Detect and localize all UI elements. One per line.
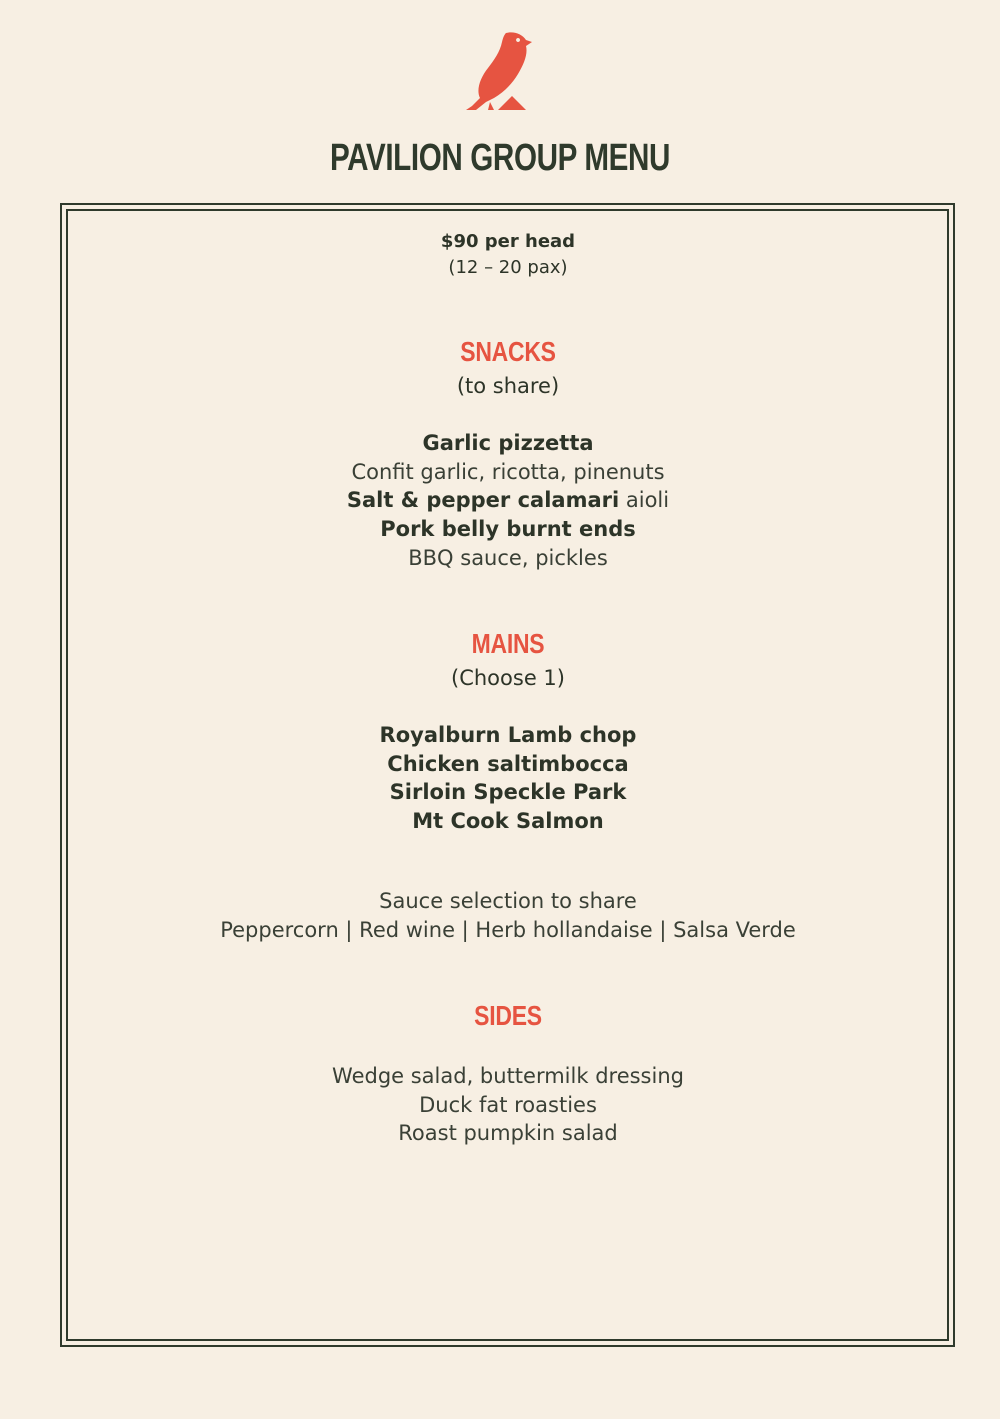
price-per-head: $90 per head xyxy=(440,231,576,252)
side-item: Duck fat roasties xyxy=(419,1093,597,1117)
snack-item xyxy=(70,515,946,543)
snack-item xyxy=(70,458,946,486)
main-item: Chicken saltimbocca xyxy=(387,752,629,776)
snack-item xyxy=(70,544,946,572)
bird-logo-icon xyxy=(462,30,538,120)
snacks-heading: SNACKS xyxy=(460,336,556,367)
mains-subheading: (Choose 1) xyxy=(451,666,565,690)
snack-name: Salt & pepper calamari xyxy=(346,488,620,512)
snack-desc: BBQ sauce, pickles xyxy=(408,546,608,570)
sides-heading: SIDES xyxy=(474,1000,542,1031)
snack-name: Garlic pizzetta xyxy=(422,431,594,455)
snack-item xyxy=(70,486,946,514)
mains-heading: MAINS xyxy=(471,628,545,659)
snacks-subheading: (to share) xyxy=(456,374,560,398)
sauce-title: Sauce selection to share xyxy=(379,889,637,913)
main-item: Sirloin Speckle Park xyxy=(389,780,627,804)
side-item: Roast pumpkin salad xyxy=(398,1121,618,1145)
side-item: Wedge salad, buttermilk dressing xyxy=(332,1064,684,1088)
sauce-list: Peppercorn | Red wine | Herb hollandaise | Salsa Verde xyxy=(220,918,796,942)
main-item: Mt Cook Salmon xyxy=(412,809,604,833)
main-item: Royalburn Lamb chop xyxy=(379,723,637,747)
snack-name: Pork belly burnt ends xyxy=(380,517,636,541)
snack-item xyxy=(70,429,946,457)
group-size: (12 – 20 pax) xyxy=(448,257,568,278)
snack-desc: aioli xyxy=(619,488,670,512)
page-title: PAVILION GROUP MENU xyxy=(329,137,671,179)
snack-desc: Confit garlic, ricotta, pinenuts xyxy=(351,460,665,484)
